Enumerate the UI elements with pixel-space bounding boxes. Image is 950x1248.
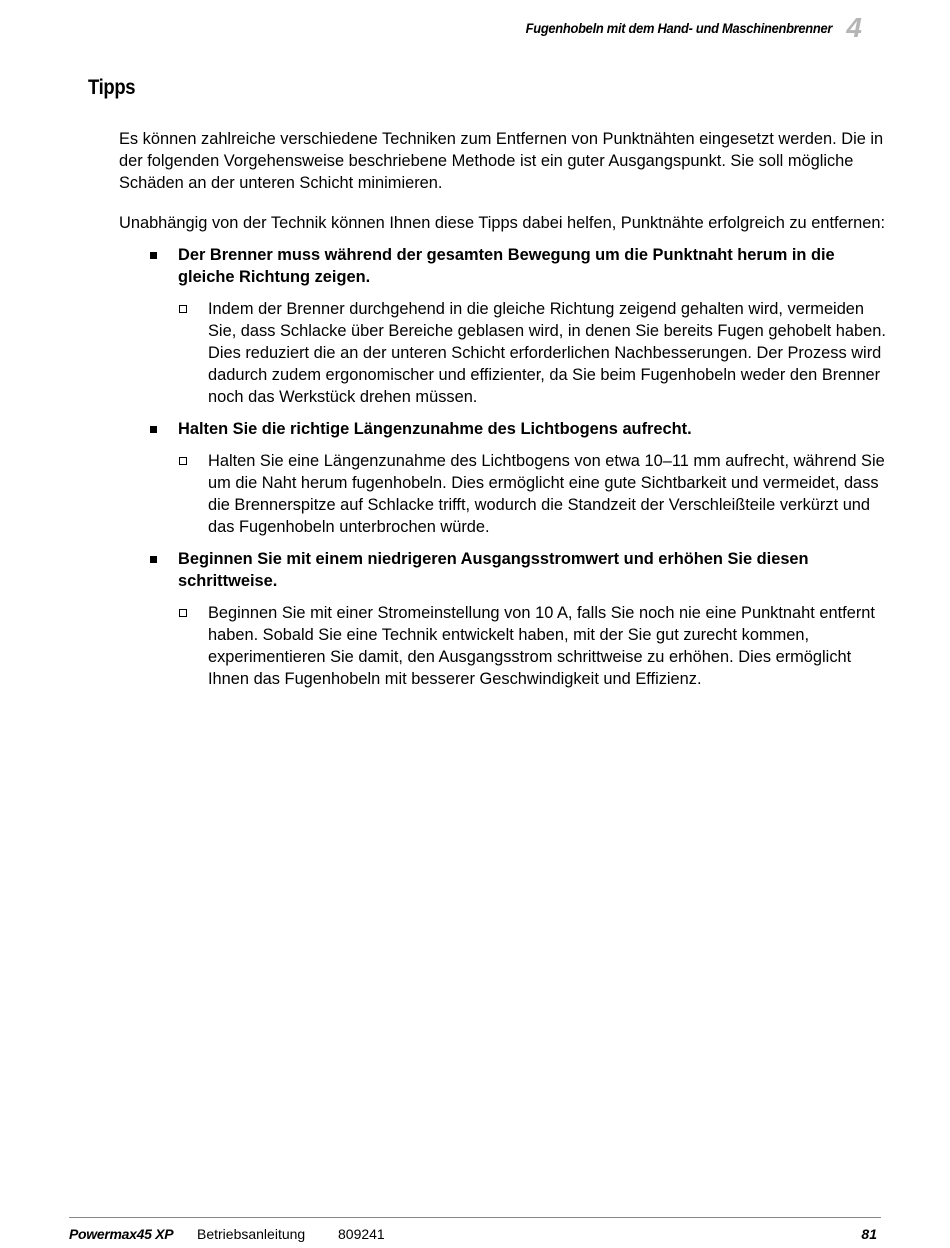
hollow-square-bullet-icon <box>179 457 187 465</box>
hollow-square-bullet-icon <box>179 609 187 617</box>
tip-detail: Beginnen Sie mit einer Stromeinstellung von 10 A, falls Sie noch nie eine Punktnaht entfernt haben. Sobald Sie eine Technik entwickelt haben, mit der Sie gut zurecht kommen, experimentieren Sie damit, den Ausgangsstrom schrittweise zu erhöhen. Dies ermöglicht Ihnen das Fugenhobeln mit besserer Geschwindigkeit und Effizienz. <box>208 604 875 688</box>
product-name: Powermax45 XP <box>69 1226 174 1242</box>
tip-item <box>119 244 889 408</box>
square-bullet-icon <box>150 426 157 433</box>
tip-detail-item <box>178 602 889 690</box>
tip-item <box>119 548 889 690</box>
part-number: 809241 <box>338 1226 385 1242</box>
footer-divider <box>69 1217 881 1218</box>
square-bullet-icon <box>150 556 157 563</box>
hollow-square-bullet-icon <box>179 305 187 313</box>
tip-item <box>119 418 889 538</box>
page-number: 81 <box>861 1226 877 1242</box>
tip-heading: Der Brenner muss während der gesamten Bewegung um die Punktnaht herum in die gleiche Richtung zeigen. <box>178 246 835 286</box>
page-footer <box>69 1226 881 1246</box>
chapter-number: 4 <box>846 12 862 43</box>
tips-list <box>119 244 889 690</box>
square-bullet-icon <box>150 252 157 259</box>
tip-heading: Halten Sie die richtige Längenzunahme des Lichtbogens aufrecht. <box>178 420 692 438</box>
intro-paragraph: Es können zahlreiche verschiedene Techniken zum Entfernen von Punktnähten eingesetzt werden. Die in der folgenden Vorgehensweise beschriebene Methode ist ein guter Ausgangspunkt. Sie soll mögliche Schäden an der unteren Schicht minimieren. <box>119 130 884 192</box>
tip-detail: Halten Sie eine Längenzunahme des Lichtbogens von etwa 10–11 mm aufrecht, während Sie um die Naht herum fugenhobeln. Dies ermöglicht eine gute Sichtbarkeit und vermeidet, dass die Brennerspitze auf Schlacke trifft, wodurch die Standzeit der Verschleißteile verkürzt und das Fugenhobeln unterbrochen würde. <box>208 452 885 536</box>
body-content <box>119 128 889 700</box>
chapter-title: Fugenhobeln mit dem Hand- und Maschinenbrenner <box>525 20 833 36</box>
page-header <box>499 14 862 42</box>
manual-title: Betriebsanleitung <box>197 1226 306 1242</box>
tip-detail-item <box>178 298 889 408</box>
tip-detail-item <box>178 450 889 538</box>
tip-heading: Beginnen Sie mit einem niedrigeren Ausgangsstromwert und erhöhen Sie diesen schrittweise. <box>178 550 809 590</box>
tip-detail: Indem der Brenner durchgehend in die gleiche Richtung zeigend gehalten wird, vermeiden Sie, dass Schlacke über Bereiche geblasen wird, in denen Sie bereits Fugen gehobelt haben. Dies reduziert die an der unteren Schicht erforderlichen Nachbesserungen. Der Prozess wird dadurch zudem ergonomischer und effizienter, da Sie beim Fugenhobeln weder den Brenner noch das Werkstück drehen müssen. <box>208 300 886 406</box>
section-title: Tipps <box>88 76 136 99</box>
intro-paragraph: Unabhängig von der Technik können Ihnen diese Tipps dabei helfen, Punktnähte erfolgreich zu entfernen: <box>119 214 886 232</box>
